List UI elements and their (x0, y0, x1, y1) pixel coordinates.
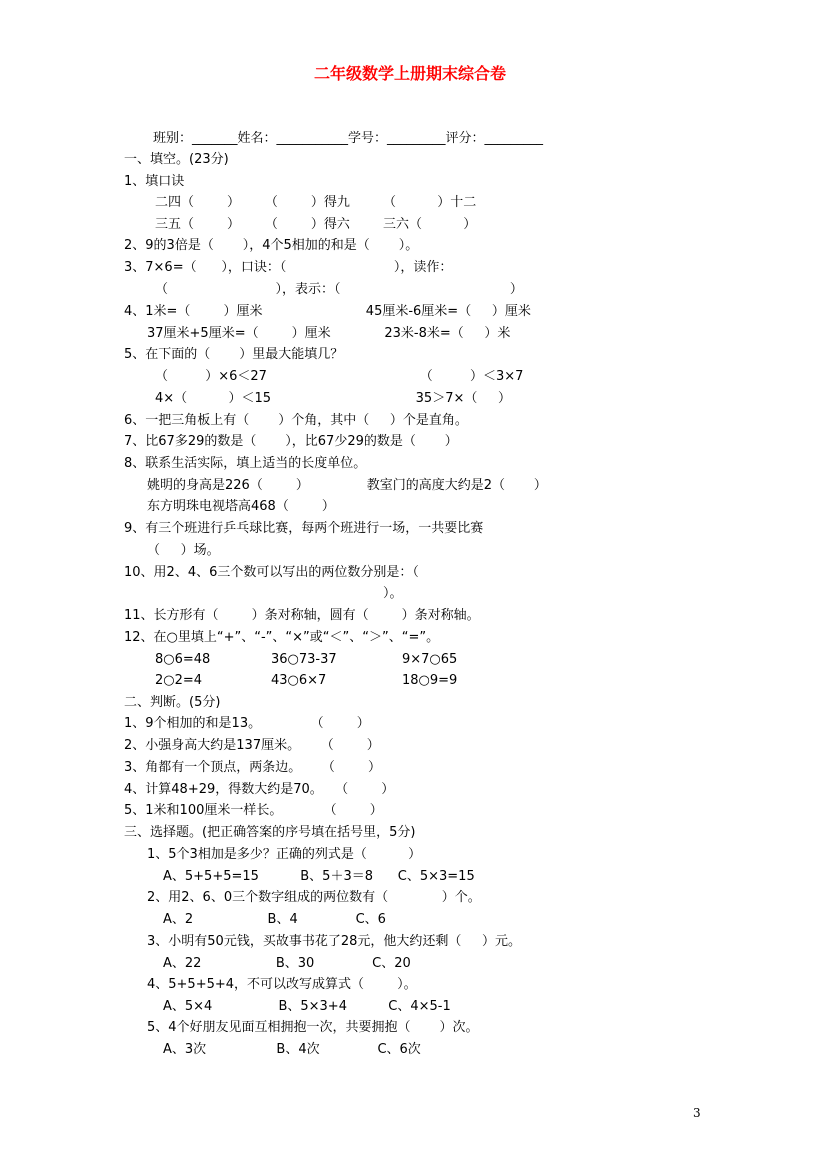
question: 2、小强身高大约是137厘米。 （ ） (124, 738, 380, 753)
question-line: （ ）×6＜27 （ ）＜3×7 (155, 369, 524, 384)
question: 2、9的3倍是（ ），4个5相加的和是（ ）。 (124, 238, 419, 253)
question: 9、有三个班进行乒乓球比赛，每两个班进行一场，一共要比赛 (124, 521, 484, 536)
question-line: 37厘米+5厘米=（ ）厘米 23米-8米=（ ）米 (147, 326, 511, 341)
question: 1、9个相加的和是13。 （ ） (124, 716, 370, 731)
question-line: 4×（ ）＜15 35＞7×（ ） (155, 391, 512, 406)
equation: 2○2=4 (155, 673, 203, 688)
question: 5、4个好朋友见面互相拥抱一次，共要拥抱（ ）次。 (147, 1020, 479, 1035)
question: 3、7×6=（ ），口诀：（ ），读作： (124, 260, 453, 275)
page-number: 3 (693, 1106, 701, 1120)
equation: 18○9=9 (402, 673, 458, 688)
choice-options: A、2 B、4 C、6 (163, 912, 386, 927)
equation: 9×7○65 (402, 652, 458, 667)
question: 4、计算48+29，得数大约是70。 （ ） (124, 782, 395, 797)
student-info-line: 班别：_______姓名：___________学号：_________评分：_________ (153, 131, 544, 146)
section-heading: 三、选择题。(把正确答案的序号填在括号里，5分) (124, 825, 416, 840)
question: 4、1米=（ ）厘米 45厘米-6厘米=（ ）厘米 (124, 304, 531, 319)
page-title: 二年级数学上册期末综合卷 (314, 64, 507, 83)
question-line: 姚明的身高是226（ ） 教室门的高度大约是2（ ） (147, 478, 547, 493)
question: 12、在○里填上“+”、“-”、“×”或“＜”、“＞”、“=”。 (124, 630, 440, 645)
choice-options: A、22 B、30 C、20 (163, 956, 411, 971)
choice-options: A、5+5+5=15 B、5＋3＝8 C、5×3=15 (163, 869, 475, 884)
section-heading: 一、填空。(23分) (124, 152, 229, 167)
section-heading: 二、判断。(5分) (124, 695, 221, 710)
question: 7、比67多29的数是（ ），比67少29的数是（ ） (124, 434, 458, 449)
question-line: 二四（ ） （ ）得九 （ ）十二 (155, 195, 477, 210)
choice-options: A、5×4 B、5×3+4 C、4×5-1 (163, 999, 451, 1014)
question: 10、用2、4、6三个数可以写出的两位数分别是：（ (124, 565, 419, 580)
equation: 8○6=48 (155, 652, 211, 667)
equation: 43○6×7 (271, 673, 327, 688)
question: 3、角都有一个顶点，两条边。 （ ） (124, 760, 381, 775)
question: 6、一把三角板上有（ ）个角，其中（ ）个是直角。 (124, 413, 468, 428)
question: 2、用2、6、0三个数字组成的两位数有（ ）个。 (147, 890, 481, 905)
question-line: 东方明珠电视塔高468（ ） (147, 499, 335, 514)
question: 8、联系生活实际，填上适当的长度单位。 (124, 456, 367, 471)
question: 11、长方形有（ ）条对称轴，圆有（ ）条对称轴。 (124, 608, 480, 623)
question-line: （ ），表示：（ ） (155, 282, 523, 297)
question-line: 三五（ ） （ ）得六 三六（ ） (155, 217, 477, 232)
question-line: ）。 (383, 586, 403, 601)
question: 3、小明有50元钱，买故事书花了28元，他大约还剩（ ）元。 (147, 934, 522, 949)
question: 1、5个3相加是多少？正确的列式是（ ） (147, 847, 422, 862)
question-line: （ ）场。 (147, 543, 220, 558)
question: 5、在下面的（ ）里最大能填几？ (124, 347, 344, 362)
equation: 36○73-37 (271, 652, 337, 667)
question: 5、1米和100厘米一样长。 （ ） (124, 803, 383, 818)
question: 1、填口诀 (124, 174, 185, 189)
question: 4、5+5+5+4，不可以改写成算式（ ）。 (147, 977, 417, 992)
choice-options: A、3次 B、4次 C、6次 (163, 1042, 421, 1057)
